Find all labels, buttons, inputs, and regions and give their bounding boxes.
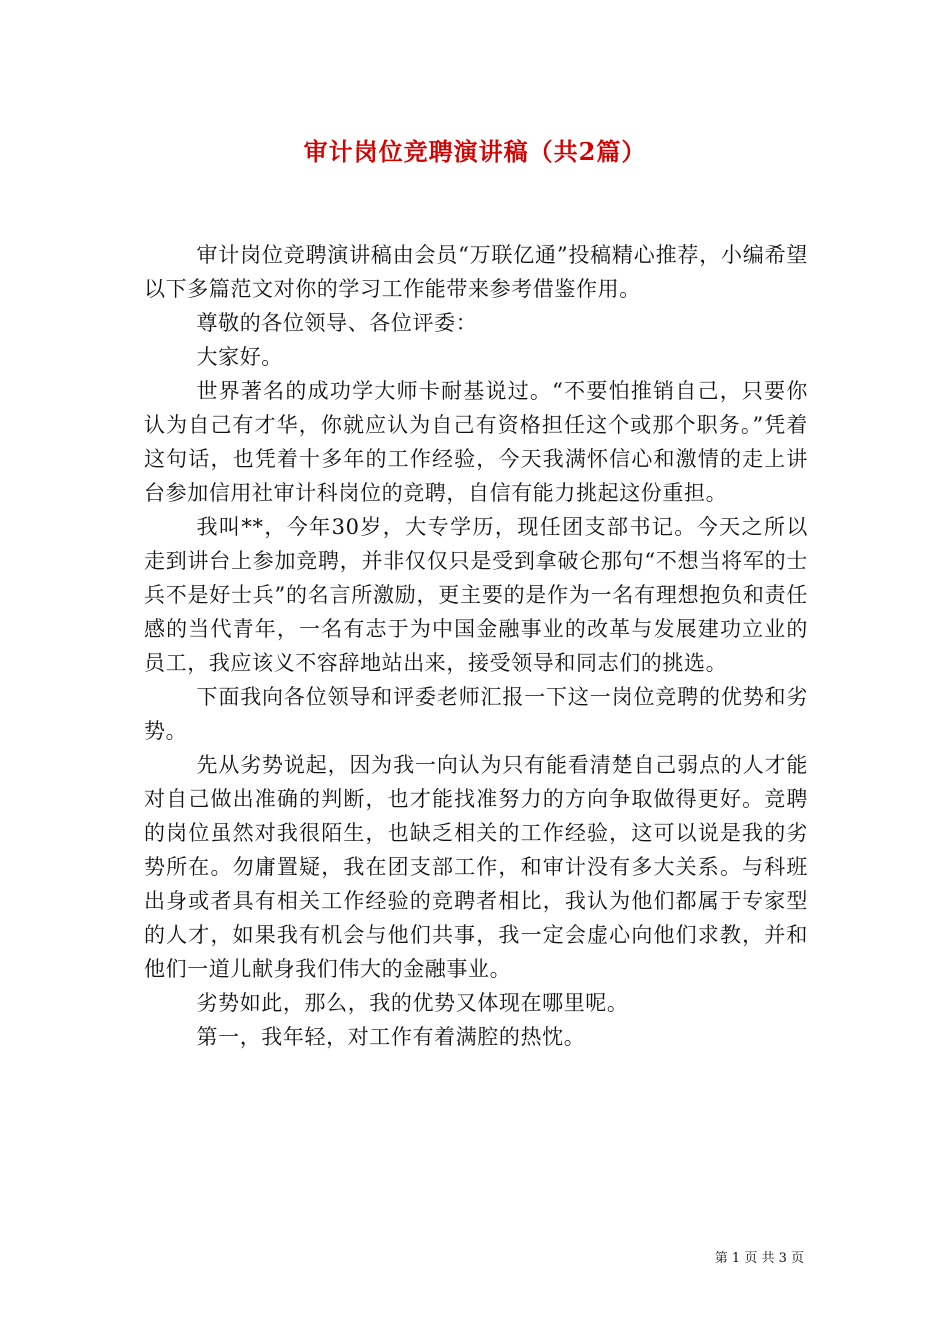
paragraph: 尊敬的各位领导、各位评委： — [196, 311, 478, 335]
page-number: 第 1 页 共 3 页 — [714, 1251, 804, 1266]
paragraph: 下面我向各位领导和评委老师汇报一下这一岗位竞聘的优势和劣势。 — [144, 685, 808, 743]
paragraph: 世界著名的成功学大师卡耐基说过。“不要怕推销自己，只要你认为自己有才华，你就应认为自己有资格担任这个或那个职务。”凭着这句话，也凭着十多年的工作经验，今天我满怀信心和激情的走上讲台参加信用社审计科岗位的竞聘，自信有能力挑起这份重担。 — [144, 379, 808, 505]
paragraph: 第一，我年轻，对工作有着满腔的热忱。 — [196, 1025, 586, 1049]
paragraph: 我叫**，今年30岁，大专学历，现任团支部书记。今天之所以走到讲台上参加竞聘，并非仅仅只是受到拿破仑那句“不想当将军的士兵不是好士兵”的名言所激励，更主要的是作为一名有理想抱负和责任感的当代青年，一名有志于为中国金融事业的改革与发展建功立业的员工，我应该义不容辞地站出来，接受领导和同志们的挑选。 — [144, 515, 808, 675]
paragraph: 审计岗位竞聘演讲稿由会员“万联亿通”投稿精心推荐，小编希望以下多篇范文对你的学习工作能带来参考借鉴作用。 — [144, 243, 808, 301]
paragraph: 劣势如此，那么，我的优势又体现在哪里呢。 — [196, 991, 629, 1015]
document-body — [144, 238, 808, 1054]
paragraph: 大家好。 — [196, 345, 283, 369]
document-title: 审计岗位竞聘演讲稿（共2篇） — [303, 137, 647, 166]
paragraph: 先从劣势说起，因为我一向认为只有能看清楚自己弱点的人才能对自己做出准确的判断，也才能找准努力的方向争取做得更好。竞聘的岗位虽然对我很陌生，也缺乏相关的工作经验，这可以说是我的劣势所在。勿庸置疑，我在团支部工作，和审计没有多大关系。与科班出身或者具有相关工作经验的竞聘者相比，我认为他们都属于专家型的人才，如果我有机会与他们共事，我一定会虚心向他们求教，并和他们一道儿献身我们伟大的金融事业。 — [144, 753, 808, 981]
